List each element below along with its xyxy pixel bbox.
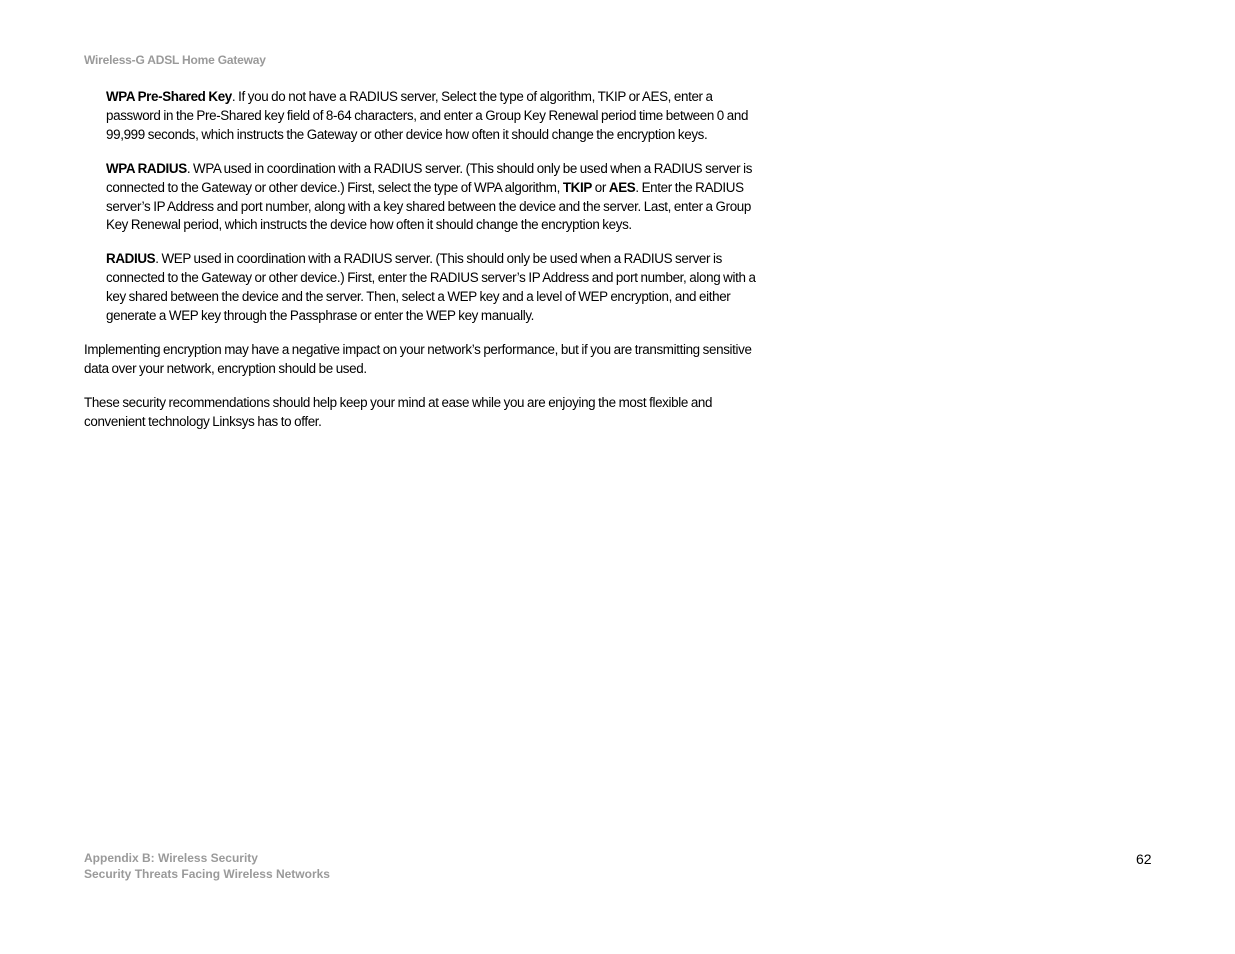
term-aes: AES — [608, 179, 636, 195]
term-wpa-radius: WPA RADIUS — [106, 160, 187, 176]
paragraph-wpa-radius — [106, 160, 760, 236]
term-tkip: TKIP — [562, 179, 592, 195]
running-header: Wireless-G ADSL Home Gateway — [84, 53, 266, 67]
paragraph-security-recommendations — [84, 394, 760, 432]
paragraph-wpa-pre-shared-key — [106, 88, 760, 145]
paragraph-radius — [106, 250, 760, 326]
footer-section-titles — [84, 850, 330, 882]
text-segment: . If you do not have a RADIUS server, Select the type of algorithm, TKIP or AES, enter a password in the Pre-Shared key field of 8-64 characters, and enter a Group Key Renewal period time between 0 and 99,999 seconds, which instructs the Gateway or other device how often it should change the encryption keys. — [106, 89, 749, 142]
text-segment: . WEP used in coordination with a RADIUS server. (This should only be used when a RADIUS server is connected to the Gateway or other device.) First, enter the RADIUS server’s IP Address and port number, along with a key shared between the device and the server. Then, select a WEP key and a level of WEP encryption, and either generate a WEP key through the Passphrase or enter the WEP key manually. — [106, 251, 756, 324]
text-segment: or — [591, 179, 609, 195]
paragraph-encryption-impact — [84, 341, 760, 379]
page-body — [84, 88, 760, 447]
footer-section-title: Security Threats Facing Wireless Networks — [84, 867, 330, 881]
footer-appendix-title: Appendix B: Wireless Security — [84, 851, 258, 865]
text-segment: These security recommendations should help keep your mind at ease while you are enjoying the most flexible and convenient technology Linksys has to offer. — [84, 394, 713, 429]
term-radius: RADIUS — [106, 251, 156, 267]
text-segment: Implementing encryption may have a negative impact on your network’s performance, but if you are transmitting sensitive data over your network, encryption should be used. — [84, 341, 752, 376]
term-wpa-pre-shared-key: WPA Pre-Shared Key — [106, 89, 232, 104]
page-number: 62 — [1136, 851, 1152, 867]
text-segment: . WPA used in coordination with a RADIUS server. (This should only be used when a RADIUS server is connected to the Gateway or other device.) First, select the type of WPA algorithm, — [106, 160, 753, 195]
text-segment: . Enter the RADIUS server’s IP Address and port number, along with a key shared between the device and the server. Last, enter a Group Key Renewal period, which instructs the device how often it should change the encryption keys. — [106, 179, 751, 233]
